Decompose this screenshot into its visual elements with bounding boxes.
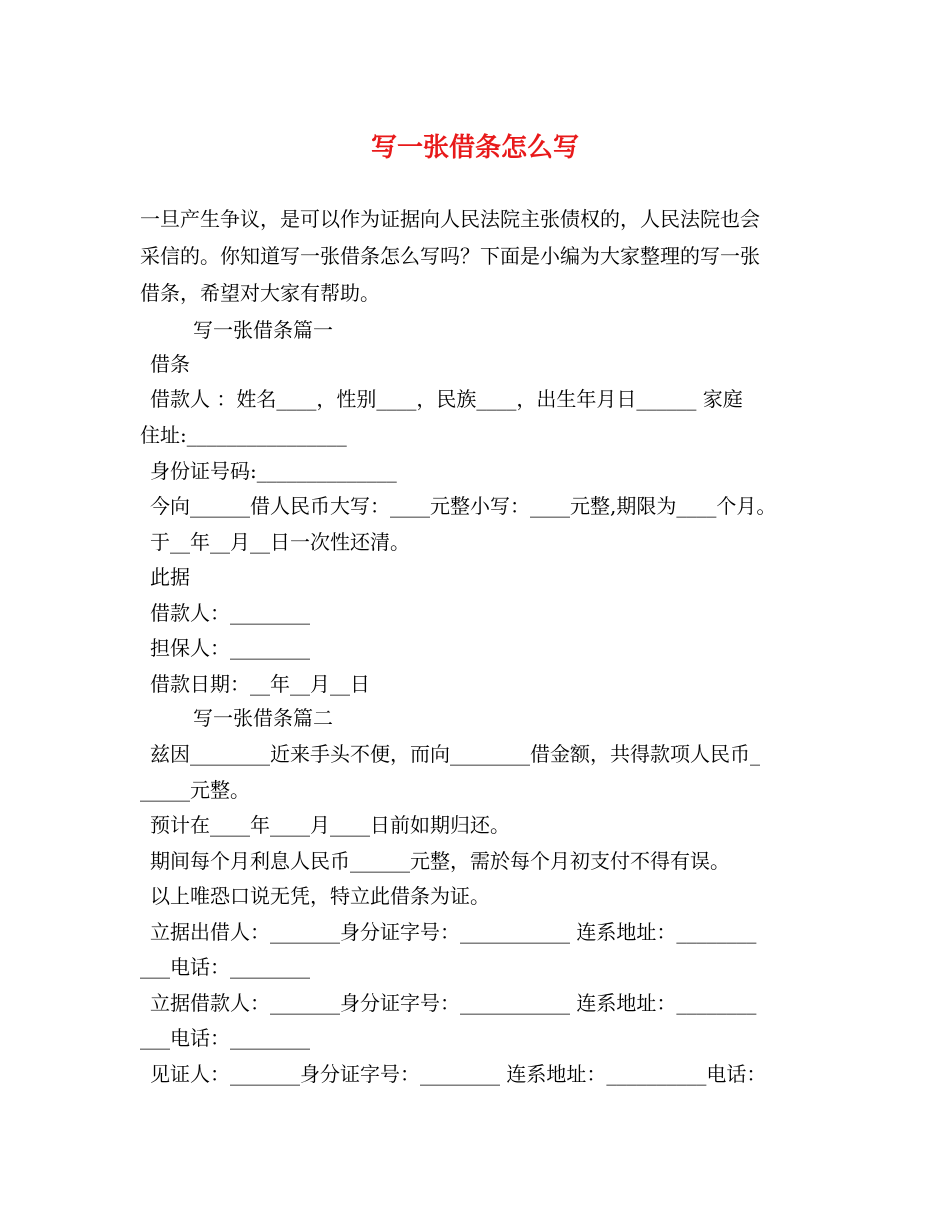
section2-line: 预计在____年____月____日前如期归还。 — [150, 813, 510, 837]
document-title: 写一张借条怎么写 — [370, 133, 579, 163]
section1-line: 身份证号码:______________ — [150, 459, 397, 483]
intro-line-1: 一旦产生争议，是可以作为证据向人民法院主张债权的，人民法院也会 — [140, 207, 760, 231]
section2-heading: 写一张借条篇二 — [193, 706, 333, 730]
intro-line-3: 借条，希望对大家有帮助。 — [140, 281, 380, 305]
section1-line: 借款日期：__年__月__日 — [150, 672, 370, 696]
section2-line: ___电话：________ — [140, 955, 310, 979]
section2-line: 以上唯恐口说无凭，特立此借条为证。 — [150, 884, 490, 908]
section2-line: 兹因________近来手头不便，而向________借金额，共得款项人民币_ — [150, 742, 760, 766]
section1-line: 借条 — [150, 352, 190, 376]
section1-line: 担保人：________ — [150, 636, 310, 660]
section1-line: 借款人：________ — [150, 601, 310, 625]
section2-line: 立据借款人：_______身分证字号：___________ 连系地址：________ — [150, 991, 757, 1015]
section1-line: 今向______借人民币大写：____元整小写：____元整,期限为____个月。 — [150, 494, 777, 518]
section2-line: 立据出借人：_______身分证字号：___________ 连系地址：________ — [150, 920, 757, 944]
section1-heading: 写一张借条篇一 — [193, 318, 333, 342]
section2-line: ___电话：________ — [140, 1026, 310, 1050]
section1-line: 借款人 ：姓名____，性别____，民族____，出生年月日______ 家庭 — [150, 387, 743, 411]
intro-line-2: 采信的。你知道写一张借条怎么写吗？下面是小编为大家整理的写一张 — [140, 244, 760, 268]
section1-line: 于__年__月__日一次性还清。 — [150, 530, 410, 554]
section2-line: 期间每个月利息人民币______元整，需於每个月初支付不得有误。 — [150, 849, 730, 873]
section2-line: _____元整。 — [140, 778, 250, 802]
section2-line: 见证人：_______身分证字号：________ 连系地址：__________电话： — [150, 1062, 767, 1086]
section1-line: 此据 — [150, 565, 190, 589]
section1-line: 住址:________________ — [140, 423, 347, 447]
